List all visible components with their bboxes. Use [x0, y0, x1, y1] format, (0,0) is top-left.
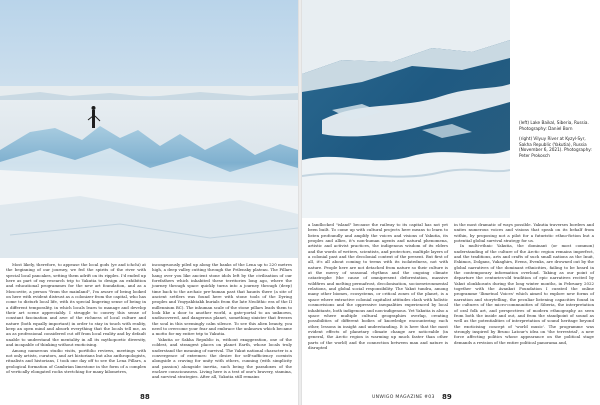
paragraph: incongruously piled up along the banks of the Lena up to 220 metres high, a deep valley cutting through the Prilensky plateau. The Pillars hang over you like ancient stone idols left by the civilisation of our forefathers which inhabited these territories long ago, where the journey through space quickly turns into a journey through (deep) time back to the archaic pre-human past that haunts there (a site of ancient settlers was found here with stone tools of the Dyring peoples and Ymyyakhtakh burials from the late Neolithic era of the II millennium BC). The inhuman scale of the stone pillars leads them to look like a door to another world, a gate-portal to an unknown, undiscovered, and dangerous planet, something sinister that freezes the soul in this seemingly calm silence. To see this alien beauty, you need to overcome your fear and embrace the unknown which became a motto for my entire trip to Yakutia. [152, 262, 292, 337]
paragraph: Most likely, therefore, to appease the local gods (ye and ichchi) at the beginning of our journey, we fed the spirits of the river with special local pancakes, setting them adrift on its ripples. I'd ended up here as part of my research trip to Yakutia to design an exhibition and educational programmes for the new art foundation, and as a Moscovite, a person "from the mainland", I'm aware of being looked on here with evident distrust as a colonizer from the capital, who has come to disturb local life, with its special lingering sense of being in a different temporality, in which locals learn to manage and develop their art scene appreciably. I struggle to convey this sense of constant fascination and awe of the richness of local culture and nature (both equally important) in order to stay in touch with reality, keep an open mind and absorb everything that the locals tell me, as an as professional considered cut off from local reality and by default unable to understand the mentality in all its mythopoetic diversity, and incapable of thinking without exoticising. [6, 262, 146, 348]
paragraph: In multi-ethnic Yakutia, the dominant (or most common) understanding of the culture of the Arctic region remains imperfect, and the traditions, arts and crafts of such small nations as the Inuit, Eskimos, Dolgans, Yukaghirs, Evens, Evenks, are drowned out by the global narratives of the dominant ethnicities, failing to be heard in the contemporary information overload. Taking as our point of departure the centuries-old tradition of epic narratives recited by Yakut olonkhosuts during the long winter months, in February 2022 together with the Avankut Foundation I curated the online programme 'Ilimetnol Voices' which aimed to explore new forms of narration and storytelling, the peculiar listening capacities found in the cultures of the micro-communities of Siberia, the interpretation of oral folk art, and perspectives of modern ethnography as seen from both the inside and out, and from the standpoint of sound as well as the potentialities of interpretation of sound heritage beyond the exoticising concept of 'world music'. The programme was strongly inspired by Bruno Latour's idea on 'the terrestrial', a new force affecting politics whose appearance on the political stage demands a revision of the entire political panorama and, [454, 243, 594, 345]
paragraph: a landlocked "island" because the railway to its capital has not yet been built. To come up with cultural projects here means to learn to listen profoundly and amplify the voices and visions of Yakutia, its peoples and allies, it's non-human agents and natural phenomena, artistic and activist practices, the indigenous wisdom of its elders and the words of writers, scientists, and protectors, multiple layers of a colonial past and the decolonial context of the present. But first of all, it's all about coming to terms with its isolatedness, not with nature. People here are not detached from nature so their culture is at the mercy of seasonal rhythms and the ongoing climate catastrophe (the cause of omnipresent deforestation, massive wildfires and melting permafrost, decolonisation, socioenvironmental relations, and global social responsibility. The Yakut tundra, among many other biomes, ecosystems, or critical zones of the planet, is a space where extractive colonial capitalist attitudes clash with holistic cosmovisions and the oppressive inequalities experienced by local inhabitants, both indigenous and non-indigenous. Yet Yakutia is also a space where multiple cultural geographies overlap, creating possibilities of different bodies of knowledge encountering each other, lessons in insight and understanding. It is here that the most evident effects of planetary climate change are noticeable (in general, the Arctic region is warming up much faster than other parts of the world) and the connection between man and nature is disrupted [308, 222, 448, 350]
caption-bottom: (right) Vilyuy River at Kyzyl-Syr, Sakha Republic (Yakutia), Russia (November 6, 2021). Photography: Peter Prokosch [519, 136, 592, 158]
river-aerial-photo [302, 0, 510, 218]
right-text-column-2 [454, 222, 594, 345]
left-text-column-2 [152, 262, 292, 380]
river-aerial-illustration [302, 0, 510, 218]
caption-top: (left) Lake Baikal, Siberia, Russia. Photography: Daniel Born [519, 120, 589, 131]
photo-captions [519, 120, 597, 164]
page-number-left: 88 [140, 393, 150, 401]
running-footer: UNWIGO MAGAZINE #03 [372, 395, 435, 400]
frozen-lake-illustration [0, 0, 298, 258]
right-text-column-1 [308, 222, 448, 350]
frozen-lake-photo [0, 0, 298, 258]
paragraph: Among numerous studio visits, portfolio reviews, meetings with not only artists, curators, and art historians but also anthropologists, ritualists and historians, I took one day off to see the Lena Pillars, a geological formation of Cambrian limestone in the form of a complex of vertically elongated rocks stretching for many kilometres, [6, 347, 146, 374]
page-number-right: 89 [442, 393, 452, 401]
left-text-column-1 [6, 262, 146, 374]
left-page [0, 0, 298, 405]
right-page [302, 0, 600, 405]
paragraph: in the most dramatic of ways possible. Yakutia traverses borders and unites numerous voices and visions that speak on its behalf from within, by proposing not a pilot for a futuristic ethno-fiction but a potential global survival strategy for us. [454, 222, 594, 244]
paragraph: Yakutia or Sakha Republic is, without exaggeration, one of the coldest, and strangest places on planet Earth, whose locals truly understand the meaning of survival. The Yakut national character is a convergence of extremes: the desire for self-sufficiency coexists alongside a craving for unity with others, cunning (with simplicity and passion) alongside inertia, such being the paradoxes of the enclave consciousness. Living here is a test of one's bravery, stamina, and survival strategies. After all, Yakutia still remains [152, 336, 292, 380]
